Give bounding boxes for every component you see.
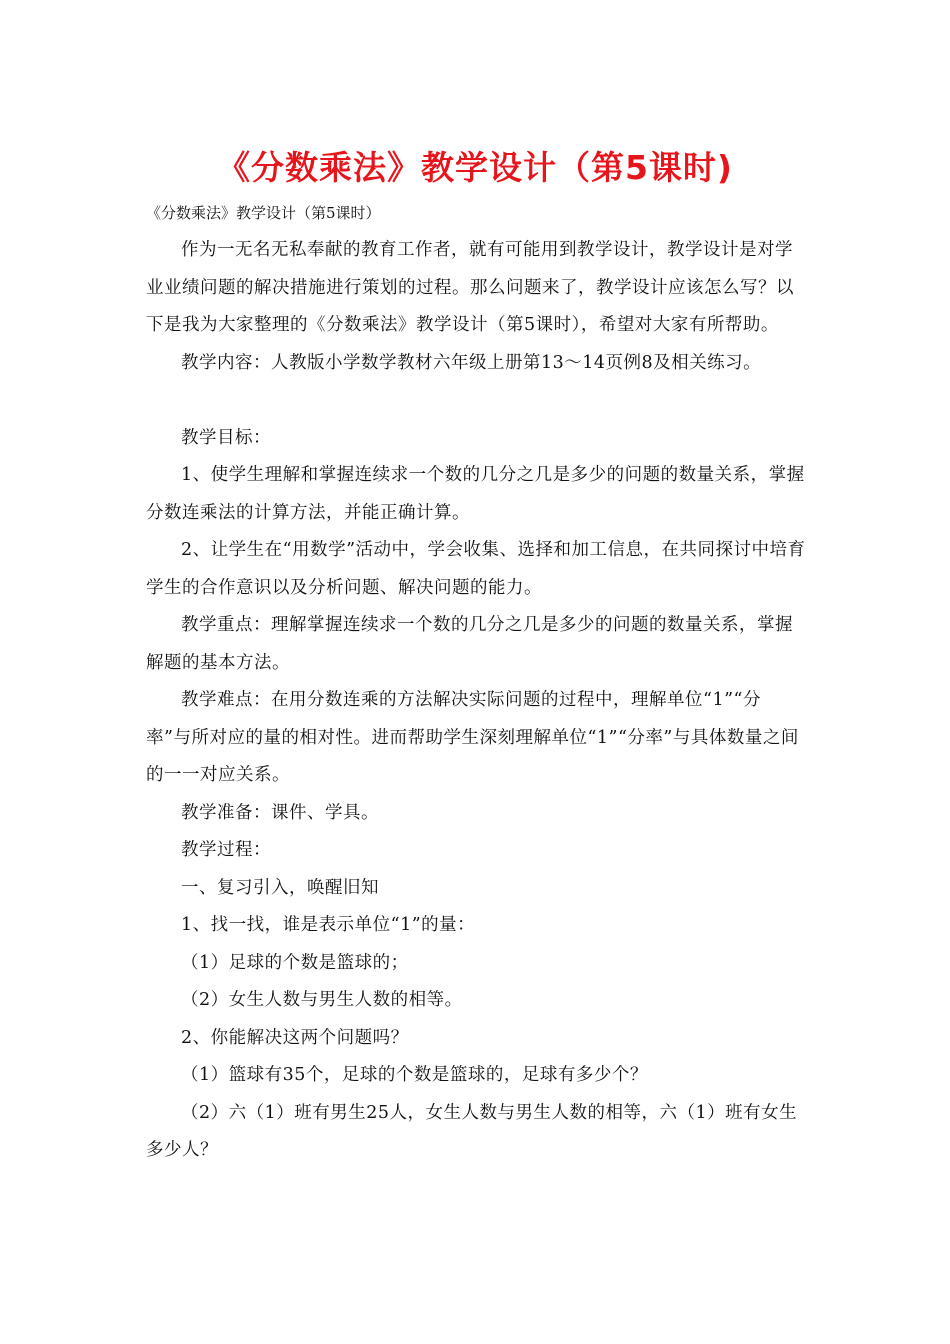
- teaching-preparation: 教学准备：课件、学具。: [181, 802, 379, 823]
- teaching-content: 教学内容：人教版小学数学教材六年级上册第13～14页例8及相关练习。: [181, 352, 762, 373]
- teaching-key-points: 教学重点：理解掌握连续求一个数的几分之几是多少的问题的数量关系，掌握解题的基本方法。: [146, 615, 793, 673]
- document-subtitle: 《分数乘法》教学设计（第5课时）: [146, 204, 381, 222]
- section-1-heading: 一、复习引入，唤醒旧知: [181, 877, 379, 898]
- document-body: [146, 232, 806, 1170]
- teaching-goals-heading: 教学目标：: [181, 427, 271, 448]
- goal-1: 1、使学生理解和掌握连续求一个数的几分之几是多少的问题的数量关系，掌握分数连乘法的计算方法，并能正确计算。: [146, 465, 805, 523]
- exercise-2-item-2: （2）六（1）班有男生25人，女生人数与男生人数的相等，六（1）班有女生多少人？: [146, 1102, 798, 1160]
- intro-paragraph: 作为一无名无私奉献的教育工作者，就有可能用到教学设计，教学设计是对学业业绩问题的解决措施进行策划的过程。那么问题来了，教学设计应该怎么写？以下是我为大家整理的《分数乘法》教学设计（第5课时），希望对大家有所帮助。: [146, 240, 794, 335]
- blank-line: [146, 382, 806, 420]
- exercise-2-item-1: （1）篮球有35个，足球的个数是篮球的，足球有多少个？: [181, 1065, 648, 1085]
- exercise-1-item-2: （2）女生人数与男生人数的相等。: [181, 990, 463, 1010]
- exercise-1: 1、找一找，谁是表示单位“1”的量：: [181, 915, 476, 935]
- document-title: 《分数乘法》教学设计（第5课时): [216, 148, 734, 187]
- exercise-1-item-1: （1）足球的个数是篮球的；: [181, 952, 409, 973]
- teaching-difficulties: 教学难点：在用分数连乘的方法解决实际问题的过程中，理解单位“1”“分率”与所对应的量的相对性。进而帮助学生深刻理解单位“1”“分率”与具体数量之间的一一对应关系。: [146, 690, 799, 785]
- teaching-process-heading: 教学过程：: [181, 840, 271, 860]
- exercise-2: 2、你能解决这两个问题吗？: [181, 1027, 409, 1048]
- goal-2: 2、让学生在“用数学”活动中，学会收集、选择和加工信息，在共同探讨中培育学生的合作意识以及分析问题、解决问题的能力。: [146, 540, 806, 598]
